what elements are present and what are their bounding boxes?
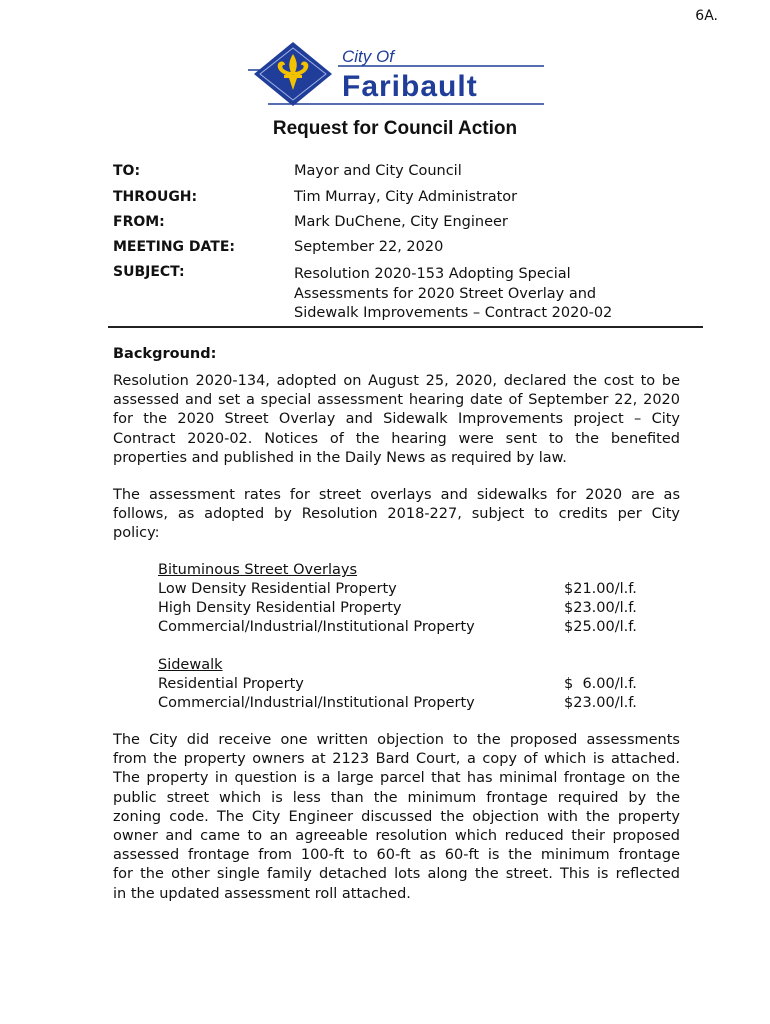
paragraph-line: zoning code. The City Engineer discussed the objection with the property <box>113 808 680 825</box>
through-value: Tim Murray, City Administrator <box>294 189 518 205</box>
rate-row <box>158 580 648 599</box>
city-logo <box>248 40 548 108</box>
paragraph-line: assessed frontage from 100-ft to 60-ft as 60-ft is the minimum frontage <box>113 847 680 864</box>
background-paragraph-1 <box>113 372 680 468</box>
background-paragraph-3 <box>113 731 680 904</box>
subject-label: SUBJECT: <box>113 264 185 280</box>
paragraph-line: policy: <box>113 525 160 542</box>
paragraph-line: The City did receive one written objection to the proposed assessments <box>113 732 680 748</box>
paragraph-line: follows, as adopted by Resolution 2018-227, subject to credits per City <box>113 506 680 523</box>
paragraph-line: in the updated assessment roll attached. <box>113 885 411 902</box>
paragraph-line: for the other single family detached lots along the street. This is reflected <box>113 866 680 883</box>
rate-row <box>158 675 648 694</box>
document-title: Request for Council Action <box>272 118 518 139</box>
paragraph-line: The assessment rates for street overlays and sidewalks for 2020 are as <box>113 487 680 503</box>
header-divider <box>108 326 703 328</box>
rate-value: $23.00/l.f. <box>564 695 637 711</box>
subject-value <box>294 265 612 324</box>
paragraph-line: from the property owners at 2123 Bard Court, a copy of which is attached. <box>113 751 680 768</box>
meeting-date-value: September 22, 2020 <box>294 239 444 255</box>
rate-value: $25.00/l.f. <box>564 619 637 635</box>
through-label: THROUGH: <box>113 189 198 205</box>
rate-row <box>158 599 648 618</box>
rate-name: Low Density Residential Property <box>158 581 397 597</box>
background-paragraph-2 <box>113 486 680 544</box>
paragraph-line: Resolution 2020-134, adopted on August 25, 2020, declared the cost to be <box>113 373 680 389</box>
rate-value: $ 6.00/l.f. <box>564 676 637 692</box>
paragraph-line: properties and published in the Daily News as required by law. <box>113 449 567 466</box>
rate-value: $23.00/l.f. <box>564 600 637 616</box>
paragraph-line: public street which is less than the minimum frontage required by the <box>113 789 680 806</box>
subject-line: Resolution 2020-153 Adopting Special <box>294 266 571 282</box>
background-heading: Background: <box>113 346 217 362</box>
sidewalk-heading: Sidewalk <box>158 657 223 673</box>
rate-name: High Density Residential Property <box>158 600 402 616</box>
bituminous-rates <box>158 561 648 637</box>
subject-line: Sidewalk Improvements – Contract 2020-02 <box>294 305 613 321</box>
paragraph-line: assessed and set a special assessment hearing date of September 22, 2020 <box>113 392 680 409</box>
paragraph-line: Contract 2020-02. Notices of the hearing were sent to the benefited <box>113 430 680 447</box>
to-label: TO: <box>113 163 141 179</box>
subject-line: Assessments for 2020 Street Overlay and <box>294 285 597 302</box>
rate-name: Commercial/Industrial/Institutional Property <box>158 695 475 711</box>
sidewalk-rates <box>158 656 648 713</box>
paragraph-line: for the 2020 Street Overlay and Sidewalk Improvements project – City <box>113 411 680 428</box>
rate-name: Residential Property <box>158 676 304 692</box>
rate-value: $21.00/l.f. <box>564 581 637 597</box>
paragraph-line: owner and came to an agreeable resolution which reduced their proposed <box>113 828 680 845</box>
rate-row <box>158 694 648 713</box>
logo-name-text: Faribault <box>342 70 478 103</box>
from-label: FROM: <box>113 214 165 230</box>
paragraph-line: The property in question is a large parcel that has minimal frontage on the <box>113 770 680 787</box>
bituminous-heading: Bituminous Street Overlays <box>158 562 358 578</box>
rate-name: Commercial/Industrial/Institutional Property <box>158 619 475 635</box>
page-number: 6A. <box>695 8 718 24</box>
logo-city-text: City Of <box>342 47 394 66</box>
to-value: Mayor and City Council <box>294 163 462 179</box>
rate-row <box>158 618 648 637</box>
from-value: Mark DuChene, City Engineer <box>294 214 508 230</box>
meeting-date-label: MEETING DATE: <box>113 239 235 255</box>
